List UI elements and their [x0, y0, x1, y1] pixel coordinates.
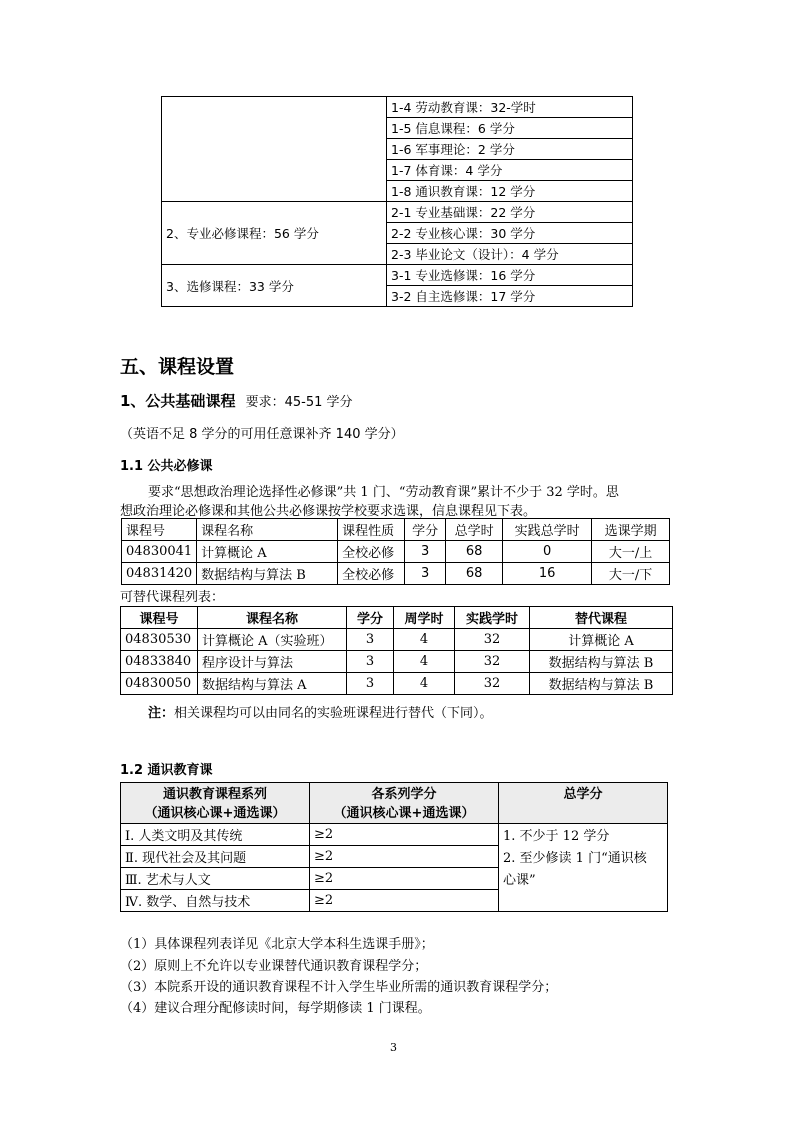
credit-group-cell: 3、选修课程：33 学分 — [162, 265, 387, 307]
table-cell: 4 — [394, 673, 455, 695]
subsection-1-1-title: 1.1 公共必修课 — [120, 459, 213, 474]
table-cell: 3 — [347, 629, 394, 651]
table-header-row — [122, 519, 670, 541]
table-cell: 计算概论 A（实验班） — [198, 629, 347, 651]
table-cell: 04830530 — [121, 629, 198, 651]
table-cell: 数据结构与算法 B — [197, 563, 338, 585]
table-cell: 32 — [455, 673, 530, 695]
table-cell: 大一/下 — [592, 563, 670, 585]
header-cell: 课程名称 — [198, 607, 347, 629]
note-line: （2）原则上不允许以专业课替代通识教育课程学分； — [120, 959, 428, 974]
subsection-1-requirement: 要求：45-51 学分 — [245, 395, 353, 410]
table-row — [121, 824, 668, 846]
table-cell: 04833840 — [121, 651, 198, 673]
table-row — [121, 651, 673, 673]
table-cell: 4 — [394, 651, 455, 673]
table-cell: 3 — [405, 541, 446, 563]
table-cell: Ⅲ. 艺术与人文 — [121, 868, 310, 890]
table-header-row — [121, 783, 668, 824]
note-text: 相关课程均可以由同名的实验班课程进行替代（下同）。 — [174, 706, 493, 721]
header-cell: 通识教育课程系列 （通识核心课+通选课） — [121, 783, 310, 824]
table-cell: ≥2 — [310, 890, 499, 912]
table-cell: Ⅳ. 数学、自然与技术 — [121, 890, 310, 912]
subsection-1-note: （英语不足 8 学分的可用任意课补齐 140 学分） — [120, 427, 404, 442]
table-cell: Ⅰ. 人类文明及其传统 — [121, 824, 310, 846]
paragraph-line: 想政治理论必修课和其他公共必修课按学校要求选课，信息课程见下表。 — [120, 504, 537, 519]
table-cell: 数据结构与算法 A — [198, 673, 347, 695]
header-cell: 各系列学分 （通识核心课+通选课） — [310, 783, 499, 824]
credit-group-cell: 2、专业必修课程：56 学分 — [162, 202, 387, 265]
credit-item: 3-2 自主选修课：17 学分 — [387, 286, 633, 307]
table-cell: 68 — [446, 541, 503, 563]
course-table — [121, 518, 670, 585]
table-cell: 3 — [347, 673, 394, 695]
header-cell: 课程名称 — [197, 519, 338, 541]
header-cell: 学分 — [405, 519, 446, 541]
table-cell: 32 — [455, 629, 530, 651]
table-row — [122, 541, 670, 563]
table-row — [122, 563, 670, 585]
credit-item: 1-8 通识教育课：12 学分 — [387, 181, 633, 202]
header-cell: 实践总学时 — [503, 519, 592, 541]
header-cell: 选课学期 — [592, 519, 670, 541]
credit-item: 1-6 军事理论：2 学分 — [387, 139, 633, 160]
credit-item: 2-3 毕业论文（设计）：4 学分 — [387, 244, 633, 265]
subsection-1-title: 1、公共基础课程 — [120, 392, 236, 410]
table-cell: 数据结构与算法 B — [530, 651, 673, 673]
table-cell: 3 — [405, 563, 446, 585]
alt-courses-label: 可替代课程列表： — [120, 590, 225, 605]
table-cell: 0 — [503, 541, 592, 563]
credit-group-cell — [162, 97, 387, 202]
header-cell: 课程号 — [122, 519, 197, 541]
credit-structure-table — [161, 96, 633, 307]
header-cell: 周学时 — [394, 607, 455, 629]
table-row — [121, 629, 673, 651]
credit-item: 2-2 专业核心课：30 学分 — [387, 223, 633, 244]
credit-item: 3-1 专业选修课：16 学分 — [387, 265, 633, 286]
table-cell: 计算概论 A — [530, 629, 673, 651]
table-cell: 程序设计与算法 — [198, 651, 347, 673]
credit-item: 2-1 专业基础课：22 学分 — [387, 202, 633, 223]
note-line: （4）建议合理分配修读时间，每学期修读 1 门课程。 — [120, 1001, 431, 1016]
subsection-1-heading — [120, 390, 353, 411]
table-cell: 全校必修 — [338, 541, 405, 563]
credit-item: 1-4 劳动教育课：32-学时 — [387, 97, 633, 118]
header-cell: 总学时 — [446, 519, 503, 541]
credit-item: 1-5 信息课程：6 学分 — [387, 118, 633, 139]
header-cell: 学分 — [347, 607, 394, 629]
table-cell: 16 — [503, 563, 592, 585]
table-cell: 4 — [394, 629, 455, 651]
table-cell: 04830041 — [122, 541, 197, 563]
table-cell: Ⅱ. 现代社会及其问题 — [121, 846, 310, 868]
table-cell: 04830050 — [121, 673, 198, 695]
header-cell: 总学分 — [499, 783, 668, 824]
header-cell: 实践学时 — [455, 607, 530, 629]
table-row — [121, 673, 673, 695]
header-cell: 课程号 — [121, 607, 198, 629]
table-cell: 04831420 — [122, 563, 197, 585]
table-cell: 数据结构与算法 B — [530, 673, 673, 695]
table-cell: 计算概论 A — [197, 541, 338, 563]
table-cell: 3 — [347, 651, 394, 673]
alt-course-table — [120, 606, 673, 695]
header-cell: 替代课程 — [530, 607, 673, 629]
credit-item: 1-7 体育课：4 学分 — [387, 160, 633, 181]
note — [148, 702, 493, 721]
table-cell: ≥2 — [310, 846, 499, 868]
header-cell: 课程性质 — [338, 519, 405, 541]
table-cell: 68 — [446, 563, 503, 585]
section-title: 五、课程设置 — [120, 356, 235, 378]
table-cell: 大一/上 — [592, 541, 670, 563]
subsection-1-2-title: 1.2 通识教育课 — [120, 763, 213, 778]
paragraph-line: 要求“思想政治理论选择性必修课”共 1 门、“劳动教育课”累计不少于 32 学时。思 — [148, 485, 619, 500]
table-cell: ≥2 — [310, 868, 499, 890]
note-line: （1）具体课程列表详见《北京大学本科生选课手册》； — [120, 937, 434, 952]
table-header-row — [121, 607, 673, 629]
total-credits-cell: 1. 不少于 12 学分 2. 至少修读 1 门“通识核 心课” — [499, 824, 668, 912]
table-cell: ≥2 — [310, 824, 499, 846]
table-cell: 32 — [455, 651, 530, 673]
general-education-table — [120, 782, 668, 912]
table-cell: 全校必修 — [338, 563, 405, 585]
page-number: 3 — [390, 1041, 397, 1054]
note-line: （3）本院系开设的通识教育课程不计入学生毕业所需的通识教育课程学分； — [120, 980, 558, 995]
note-label: 注： — [148, 706, 175, 721]
